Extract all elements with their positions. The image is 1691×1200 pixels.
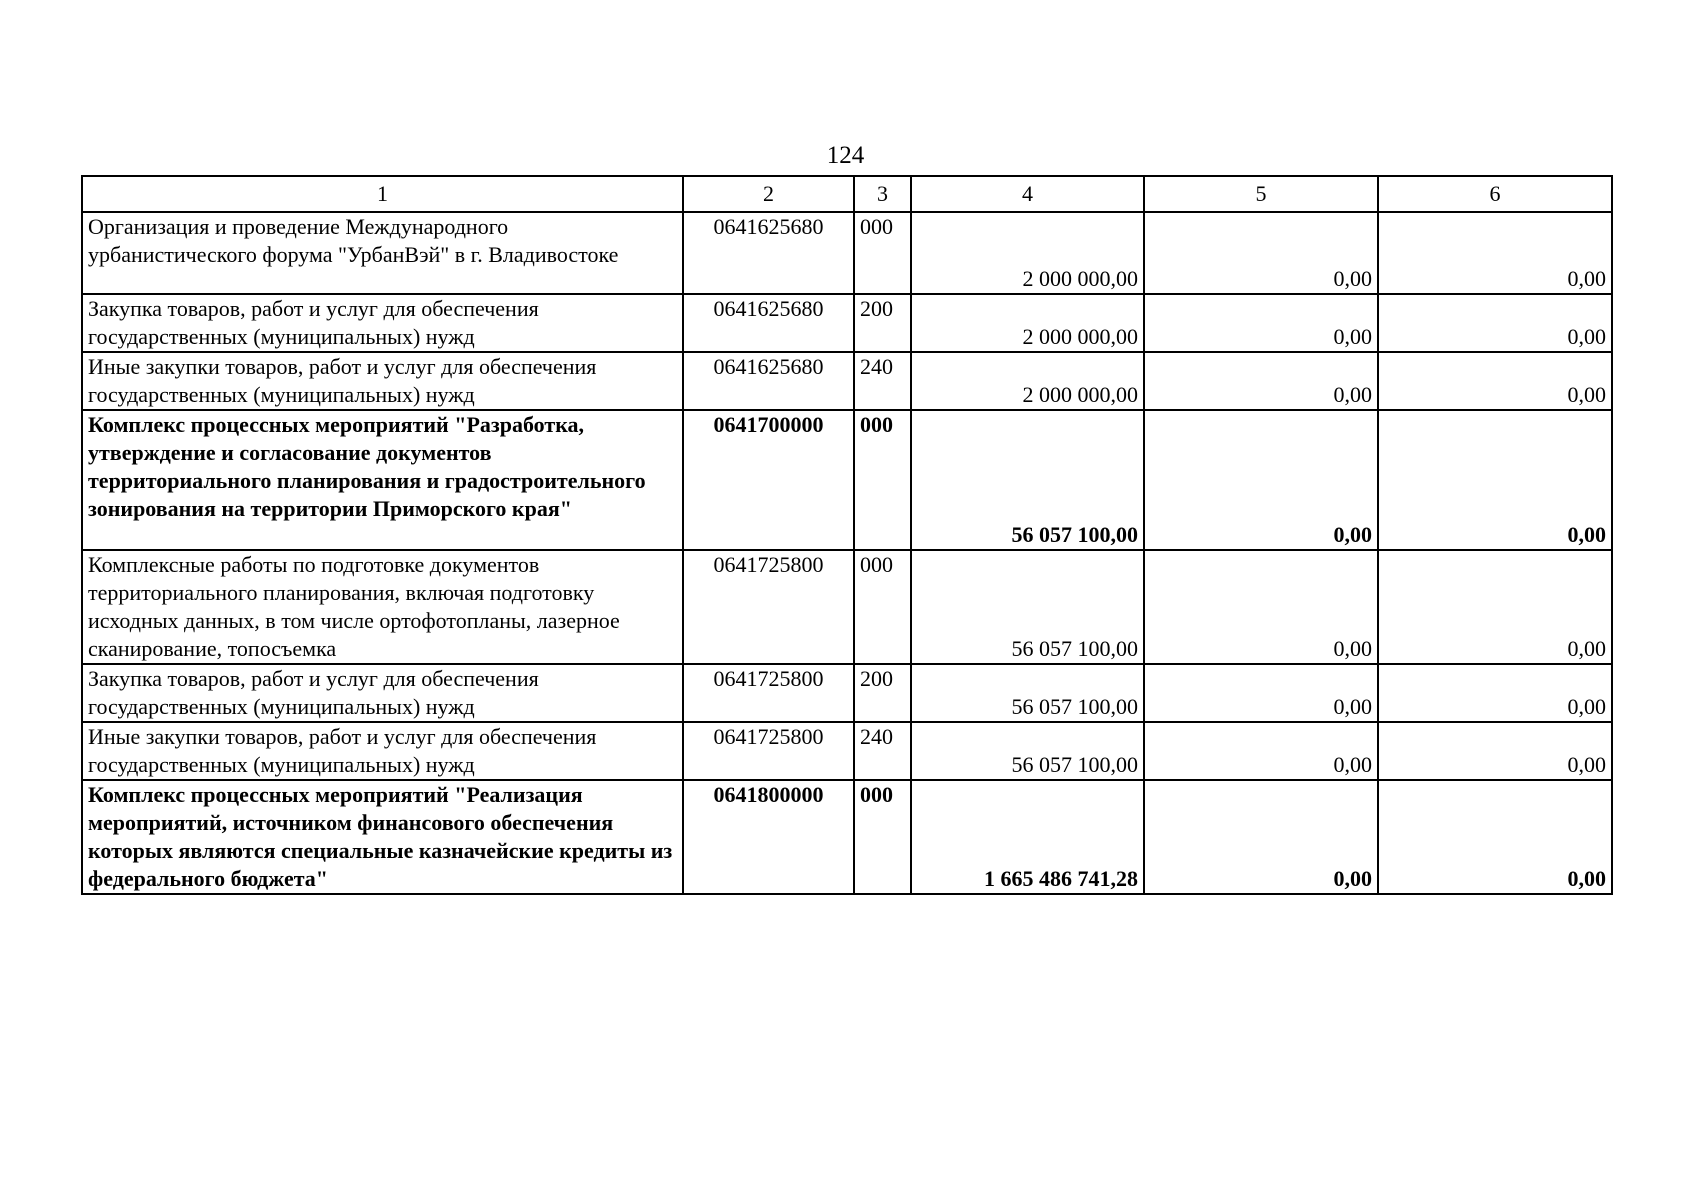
row-code: 0641625680 — [683, 212, 854, 294]
row-value-6: 0,00 — [1378, 352, 1612, 410]
table-row — [82, 410, 1612, 550]
row-type: 000 — [854, 780, 911, 894]
row-type: 000 — [854, 212, 911, 294]
row-value-4: 56 057 100,00 — [911, 550, 1144, 664]
row-name: Комплекс процессных мероприятий "Разработка, утверждение и согласование документов территориального планирования и градостроительного зонирования на территории Приморского края" — [82, 410, 683, 550]
header-col-1: 1 — [82, 176, 683, 212]
row-name: Комплексные работы по подготовке документов территориального планирования, включая подготовку исходных данных, в том числе ортофотопланы, лазерное сканирование, топосъемка — [82, 550, 683, 664]
row-type: 240 — [854, 352, 911, 410]
row-type: 000 — [854, 410, 911, 550]
table-row — [82, 352, 1612, 410]
row-value-6: 0,00 — [1378, 294, 1612, 352]
row-code: 0641625680 — [683, 352, 854, 410]
row-value-5: 0,00 — [1144, 294, 1378, 352]
row-value-4: 1 665 486 741,28 — [911, 780, 1144, 894]
table-header-row — [82, 176, 1612, 212]
row-name: Комплекс процессных мероприятий "Реализация мероприятий, источником финансового обеспечения которых являются специальные казначейские кредиты из федерального бюджета" — [82, 780, 683, 894]
row-name: Иные закупки товаров, работ и услуг для обеспечения государственных (муниципальных) нужд — [82, 722, 683, 780]
row-name: Иные закупки товаров, работ и услуг для обеспечения государственных (муниципальных) нужд — [82, 352, 683, 410]
row-value-5: 0,00 — [1144, 212, 1378, 294]
table-row — [82, 722, 1612, 780]
header-col-4: 4 — [911, 176, 1144, 212]
row-value-5: 0,00 — [1144, 722, 1378, 780]
row-value-4: 56 057 100,00 — [911, 664, 1144, 722]
row-value-6: 0,00 — [1378, 212, 1612, 294]
header-col-2: 2 — [683, 176, 854, 212]
row-code: 0641725800 — [683, 550, 854, 664]
budget-table — [81, 175, 1613, 895]
table-row — [82, 550, 1612, 664]
row-code: 0641625680 — [683, 294, 854, 352]
row-type: 000 — [854, 550, 911, 664]
row-code: 0641725800 — [683, 664, 854, 722]
row-value-5: 0,00 — [1144, 410, 1378, 550]
table-row — [82, 212, 1612, 294]
header-col-3: 3 — [854, 176, 911, 212]
row-value-4: 2 000 000,00 — [911, 352, 1144, 410]
row-value-5: 0,00 — [1144, 664, 1378, 722]
row-value-5: 0,00 — [1144, 780, 1378, 894]
row-type: 240 — [854, 722, 911, 780]
row-code: 0641700000 — [683, 410, 854, 550]
row-value-6: 0,00 — [1378, 780, 1612, 894]
header-col-5: 5 — [1144, 176, 1378, 212]
row-type: 200 — [854, 294, 911, 352]
row-name: Организация и проведение Международного урбанистического форума "УрбанВэй" в г. Владивостоке — [82, 212, 683, 294]
table-row — [82, 780, 1612, 894]
row-name: Закупка товаров, работ и услуг для обеспечения государственных (муниципальных) нужд — [82, 664, 683, 722]
row-value-4: 56 057 100,00 — [911, 722, 1144, 780]
row-value-6: 0,00 — [1378, 664, 1612, 722]
row-value-5: 0,00 — [1144, 550, 1378, 664]
row-code: 0641725800 — [683, 722, 854, 780]
row-value-6: 0,00 — [1378, 410, 1612, 550]
row-value-5: 0,00 — [1144, 352, 1378, 410]
table-row — [82, 294, 1612, 352]
page-number: 124 — [826, 142, 865, 169]
table-row — [82, 664, 1612, 722]
row-type: 200 — [854, 664, 911, 722]
header-col-6: 6 — [1378, 176, 1612, 212]
row-value-4: 2 000 000,00 — [911, 294, 1144, 352]
row-value-6: 0,00 — [1378, 550, 1612, 664]
row-name: Закупка товаров, работ и услуг для обеспечения государственных (муниципальных) нужд — [82, 294, 683, 352]
row-value-4: 2 000 000,00 — [911, 212, 1144, 294]
row-value-4: 56 057 100,00 — [911, 410, 1144, 550]
row-code: 0641800000 — [683, 780, 854, 894]
row-value-6: 0,00 — [1378, 722, 1612, 780]
